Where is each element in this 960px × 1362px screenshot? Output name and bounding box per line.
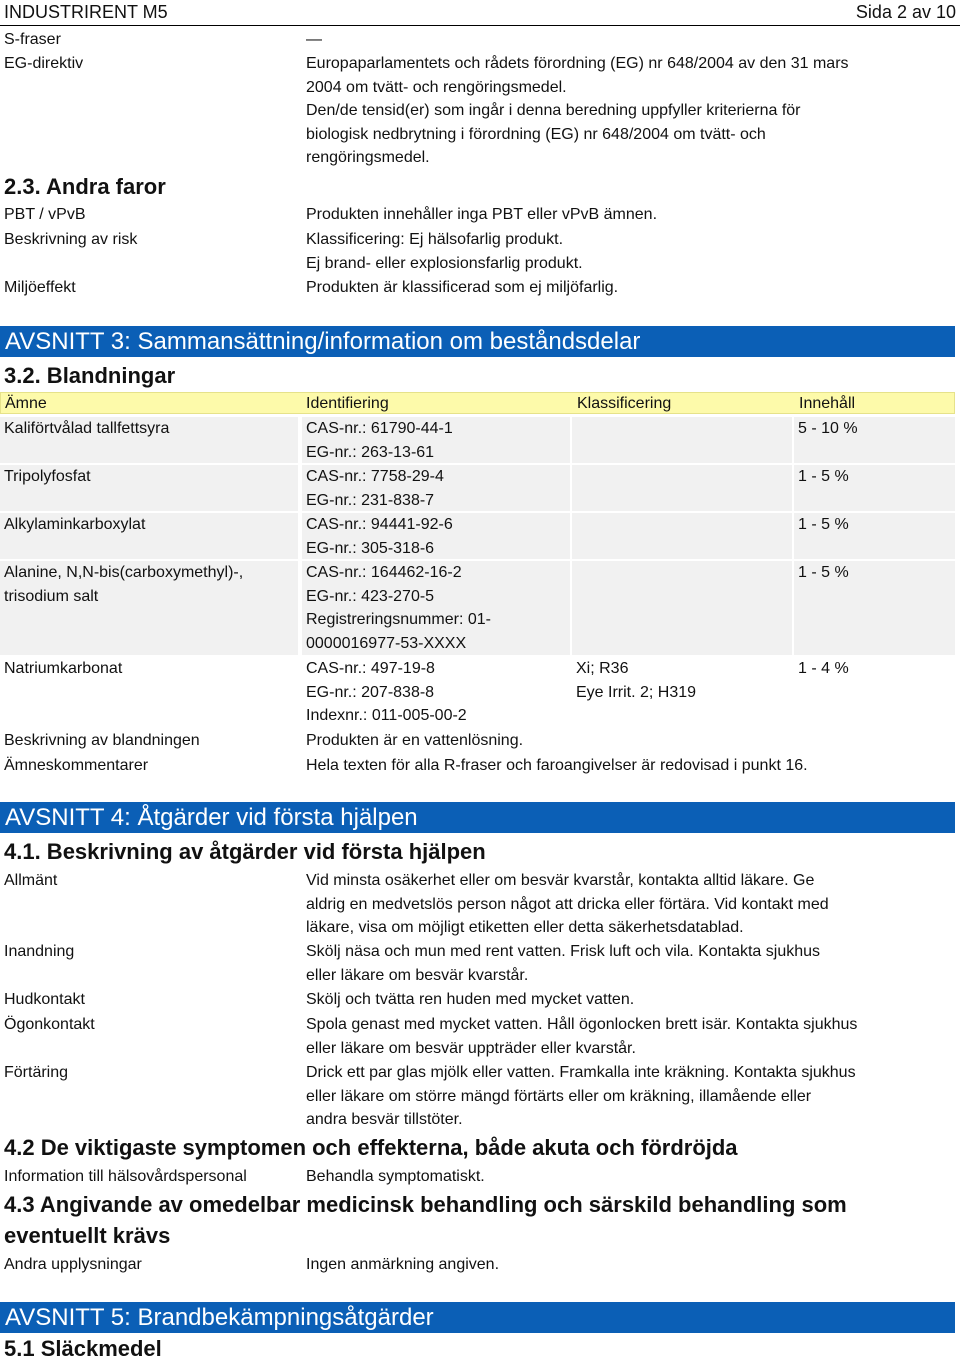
identification-cell (302, 465, 570, 511)
text-line: rengöringsmedel. (306, 149, 430, 166)
header-divider (0, 25, 960, 26)
text-line: Skölj näsa och mun med rent vatten. Frisk luft och vila. Kontakta sjukhus (306, 943, 821, 960)
text-line: Ej brand- eller explosionsfarlig produkt. (306, 254, 583, 272)
identifier: Indexnr.: 011-005-00-2 (306, 707, 467, 724)
pbt-label: PBT / vPvB (4, 206, 86, 223)
blandning-label: Beskrivning av blandningen (4, 732, 200, 749)
first-aid-heading: 4.1. Beskrivning av åtgärder vid första hjälpen (4, 839, 486, 864)
identifier: EG-nr.: 231-838-7 (306, 491, 435, 509)
eg-direktiv-value (306, 52, 926, 170)
text-line: 2004 om tvätt- och rengöringsmedel. (306, 78, 567, 96)
content-cell: 1 - 5 % (794, 513, 955, 559)
text-line: Drick ett par glas mjölk eller vatten. Framkalla inte kräkning. Kontakta sjukhus (306, 1064, 856, 1081)
text-line: eller läkare om besvär uppträder eller kvarstår. (306, 1039, 636, 1057)
s-fraser-label: S-fraser (4, 31, 61, 48)
composition-table-header (0, 392, 955, 414)
inandning-value (306, 940, 926, 987)
text-line: eller läkare om besvär kvarstår. (306, 966, 529, 984)
classification-cell (572, 561, 792, 655)
page-header (0, 0, 960, 24)
text-line: Spola genast med mycket vatten. Håll ögonlocken brett isär. Kontakta sjukhus (306, 1016, 858, 1033)
substance-name: Alanine, N,N-bis(carboxymethyl)-, (4, 564, 244, 581)
inandning-label: Inandning (4, 943, 75, 960)
miljo-value: Produkten är klassificerad som ej miljöfarlig. (306, 279, 619, 296)
substance-name: trisodium salt (4, 587, 99, 605)
fortaring-value (306, 1061, 926, 1132)
text-line: andra besvär tillstöter. (306, 1111, 463, 1128)
text-line: aldrig en medvetslös person något att dricka eller förtära. Vid kontakt med (306, 895, 829, 913)
identifier: EG-nr.: 305-318-6 (306, 539, 435, 557)
section-3-title: AVSNITT 3: Sammansättning/information om beståndsdelar (0, 326, 955, 357)
identification-cell (302, 417, 570, 463)
andra-label: Andra upplysningar (4, 1256, 142, 1273)
text-line: läkare, visa om möjligt etiketten eller detta säkerhetsdatablad. (306, 919, 744, 936)
andra-value: Ingen anmärkning angiven. (306, 1256, 500, 1273)
content-cell: 1 - 5 % (794, 561, 955, 655)
identifier: CAS-nr.: 61790-44-1 (306, 420, 453, 437)
miljo-label: Miljöeffekt (4, 279, 76, 296)
hudkontakt-value (306, 988, 926, 1012)
content-cell: 1 - 4 % (794, 657, 955, 727)
text-line: biologisk nedbrytning i förordning (EG) nr 648/2004 om tvätt- och (306, 125, 766, 143)
identifier: Registreringsnummer: 01- (306, 611, 491, 628)
identification-cell (302, 561, 570, 655)
text-line: Europaparlamentets och rådets förordning (EG) nr 648/2004 av den 31 mars (306, 55, 849, 72)
text-line: Den/de tensid(er) som ingår i denna beredning uppfyller kriterierna för (306, 102, 801, 119)
substance-name-cell (0, 513, 298, 559)
treatment-heading (4, 1189, 924, 1251)
heading-line: 4.3 Angivande av omedelbar medicinsk behandling och särskild behandling som (4, 1192, 847, 1217)
risk-label: Beskrivning av risk (4, 231, 138, 248)
column-header: Klassificering (577, 395, 672, 412)
identifier: CAS-nr.: 94441-92-6 (306, 516, 453, 533)
ogonkontakt-label: Ögonkontakt (4, 1016, 95, 1033)
classification-cell (572, 657, 792, 727)
identifier: EG-nr.: 207-838-8 (306, 683, 435, 701)
hudkontakt-label: Hudkontakt (4, 991, 85, 1008)
kommentar-value: Hela texten för alla R-fraser och faroangivelser är redovisad i punkt 16. (306, 757, 808, 774)
text-line: Skölj och tvätta ren huden med mycket vatten. (306, 991, 635, 1008)
substance-name: Tripolyfosfat (4, 468, 91, 485)
blandningar-heading: 3.2. Blandningar (4, 363, 176, 388)
allmant-value (306, 869, 926, 940)
identification-cell (302, 513, 570, 559)
info-label: Information till hälsovårdspersonal (4, 1168, 247, 1185)
content-cell: 5 - 10 % (794, 417, 955, 463)
section-5-title: AVSNITT 5: Brandbekämpningsåtgärder (0, 1302, 955, 1333)
heading-line: eventuellt krävs (4, 1223, 171, 1248)
identification-cell (302, 657, 570, 727)
fortaring-label: Förtäring (4, 1064, 69, 1081)
pbt-value: Produkten innehåller inga PBT eller vPvB ämnen. (306, 206, 658, 223)
column-header: Innehåll (799, 395, 856, 412)
blandning-value: Produkten är en vattenlösning. (306, 732, 524, 749)
ogonkontakt-value (306, 1013, 926, 1060)
allmant-label: Allmänt (4, 872, 58, 889)
text-line: Vid minsta osäkerhet eller om besvär kvarstår, kontakta alltid läkare. Ge (306, 872, 815, 889)
product-name: INDUSTRIRENT M5 (4, 1, 168, 22)
classification-cell (572, 465, 792, 511)
text-line: eller läkare om större mängd förtärts eller om kräkning, illamående eller (306, 1087, 812, 1105)
classification-cell (572, 513, 792, 559)
classification: Xi; R36 (576, 660, 629, 677)
identifier: CAS-nr.: 164462-16-2 (306, 564, 462, 581)
symptoms-heading: 4.2 De viktigaste symptomen och effekterna, både akuta och fördröjda (4, 1135, 738, 1160)
content-cell: 1 - 5 % (794, 465, 955, 511)
eg-direktiv-label: EG-direktiv (4, 55, 84, 72)
text-line: Klassificering: Ej hälsofarlig produkt. (306, 231, 564, 248)
substance-name: Kaliförtvålad tallfettsyra (4, 420, 170, 437)
substance-name-cell (0, 561, 298, 655)
identifier: EG-nr.: 423-270-5 (306, 587, 435, 605)
identifier: 0000016977-53-XXXX (306, 634, 467, 652)
substance-name-cell (0, 657, 298, 727)
identifier: CAS-nr.: 7758-29-4 (306, 468, 444, 485)
classification: Eye Irrit. 2; H319 (576, 683, 697, 701)
kommentar-label: Ämneskommentarer (4, 757, 149, 774)
risk-value (306, 228, 926, 275)
substance-name: Natriumkarbonat (4, 660, 123, 677)
column-header: Identifiering (306, 395, 389, 412)
s-fraser-value: — (306, 31, 322, 48)
info-value: Behandla symptomatiskt. (306, 1168, 485, 1185)
substance-name-cell (0, 465, 298, 511)
substance-name: Alkylaminkarboxylat (4, 516, 146, 533)
slackmedel-heading: 5.1 Släckmedel (4, 1336, 162, 1361)
andra-faror-heading: 2.3. Andra faror (4, 174, 166, 199)
page-number: Sida 2 av 10 (855, 1, 956, 22)
section-4-title: AVSNITT 4: Åtgärder vid första hjälpen (0, 802, 955, 833)
identifier: EG-nr.: 263-13-61 (306, 443, 435, 461)
column-header: Ämne (5, 395, 47, 412)
identifier: CAS-nr.: 497-19-8 (306, 660, 435, 677)
classification-cell (572, 417, 792, 463)
substance-name-cell (0, 417, 298, 463)
